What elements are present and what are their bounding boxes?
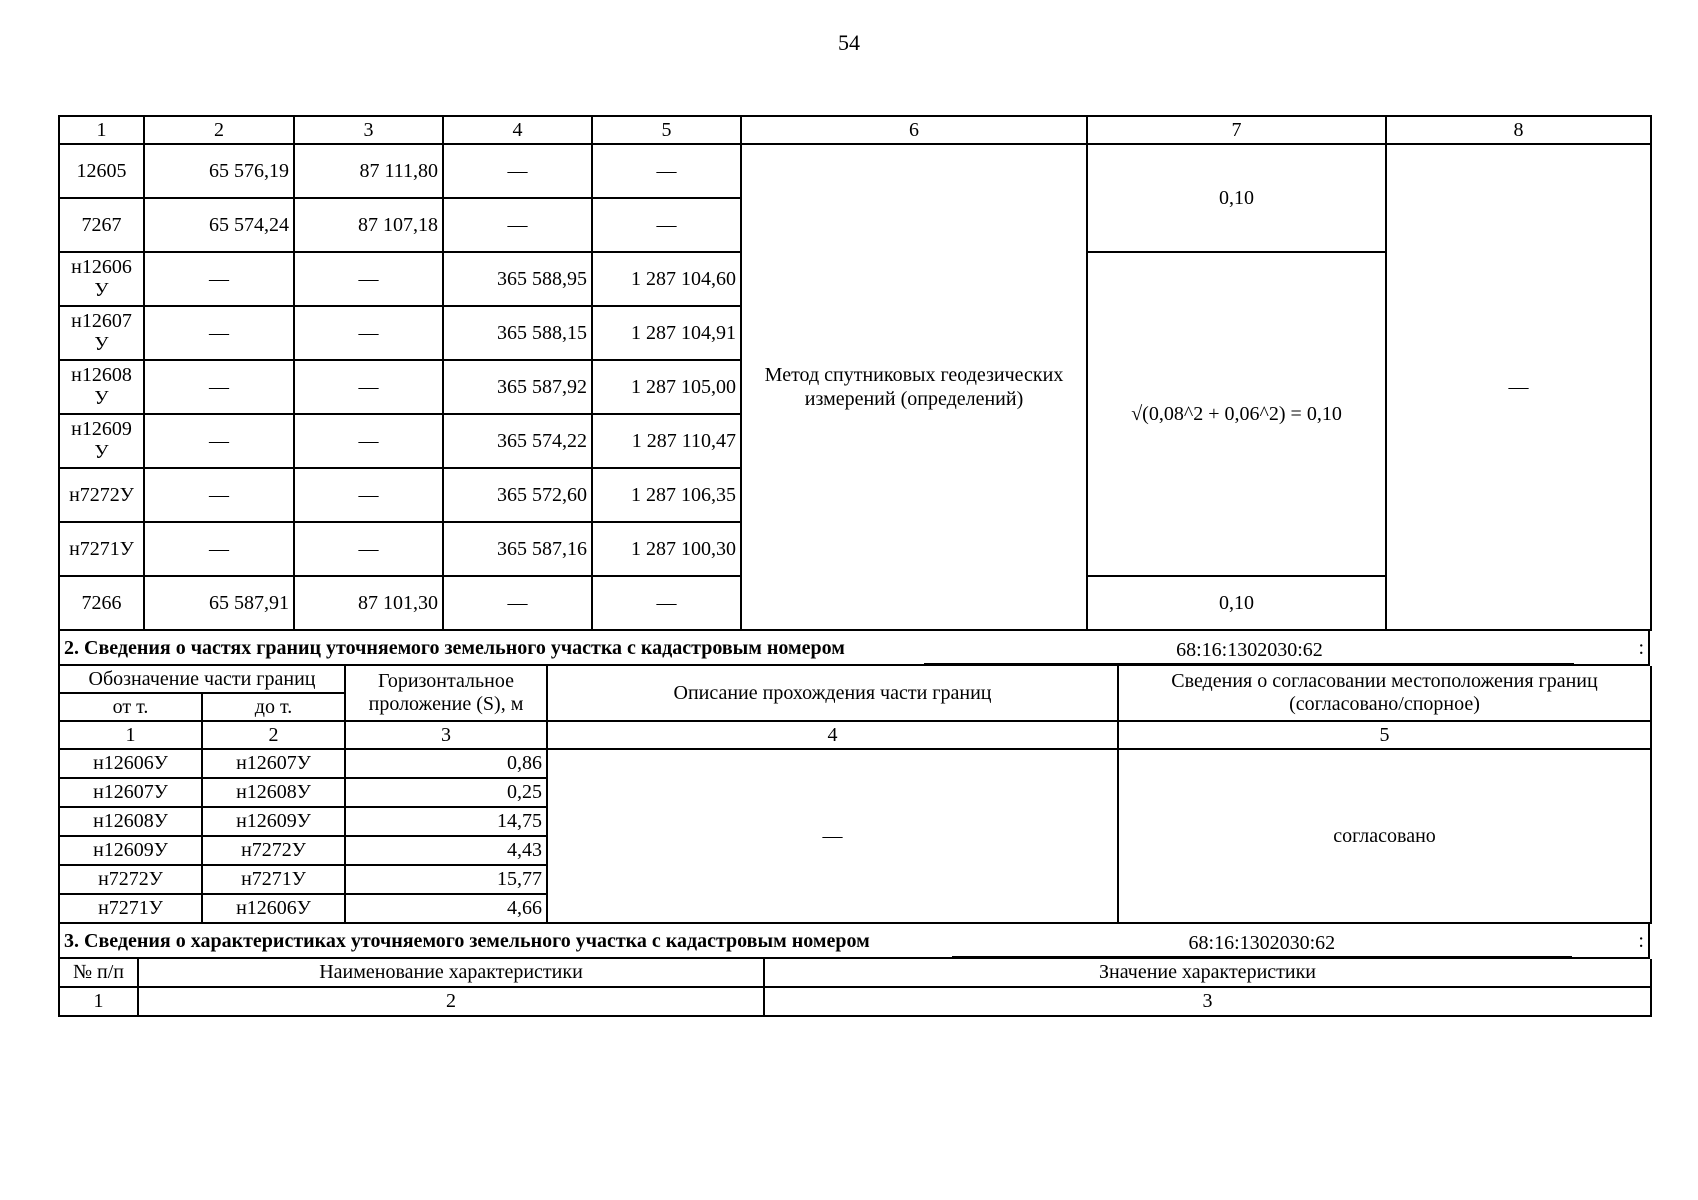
- method-cell: Метод спутниковых геодезических измерений (определений): [741, 144, 1087, 630]
- x-old: 65 574,24: [144, 198, 294, 252]
- agreement-header: Сведения о согласовании местоположения границ (согласовано/спорное): [1118, 666, 1651, 721]
- y-new: 1 287 104,91: [592, 306, 741, 360]
- x-new: —: [443, 576, 592, 630]
- from-header: от т.: [59, 693, 202, 721]
- col-header: 3: [294, 116, 443, 144]
- section2-heading: [58, 631, 1650, 666]
- table-row: [59, 144, 1651, 198]
- column-number-row: [59, 721, 1651, 749]
- to-point: н7271У: [202, 865, 345, 894]
- y-old: —: [294, 414, 443, 468]
- from-point: н12608У: [59, 807, 202, 836]
- coordinates-table: [58, 115, 1652, 631]
- section3-colon: :: [1638, 929, 1644, 952]
- y-new: 1 287 100,30: [592, 522, 741, 576]
- length-value: 4,43: [345, 836, 547, 865]
- point-id: 7266: [59, 576, 144, 630]
- x-new: 365 588,95: [443, 252, 592, 306]
- length-value: 14,75: [345, 807, 547, 836]
- col-number: 3: [764, 987, 1651, 1016]
- to-header: до т.: [202, 693, 345, 721]
- from-point: н12609У: [59, 836, 202, 865]
- page-number: 54: [838, 30, 860, 55]
- col8-value: —: [1386, 144, 1651, 630]
- accuracy-top: 0,10: [1087, 144, 1386, 252]
- to-point: н12609У: [202, 807, 345, 836]
- num-header: № п/п: [59, 959, 138, 987]
- document-body: [58, 115, 1650, 1017]
- column-number-row: [59, 987, 1651, 1016]
- y-old: —: [294, 360, 443, 414]
- section2-cadastral-number: 68:16:1302030:62: [924, 639, 1574, 664]
- x-new: —: [443, 198, 592, 252]
- x-old: —: [144, 360, 294, 414]
- x-old: —: [144, 306, 294, 360]
- point-id: 12605: [59, 144, 144, 198]
- col-header: 4: [443, 116, 592, 144]
- from-point: н12606У: [59, 749, 202, 778]
- y-old: 87 101,30: [294, 576, 443, 630]
- col-header: 6: [741, 116, 1087, 144]
- x-old: 65 576,19: [144, 144, 294, 198]
- section2-title: 2. Сведения о частях границ уточняемого земельного участка с кадастровым номером: [64, 636, 845, 659]
- x-new: —: [443, 144, 592, 198]
- y-old: —: [294, 522, 443, 576]
- point-id: н12608 У: [59, 360, 144, 414]
- y-new: 1 287 106,35: [592, 468, 741, 522]
- to-point: н7272У: [202, 836, 345, 865]
- y-old: —: [294, 306, 443, 360]
- col-header: 8: [1386, 116, 1651, 144]
- value-header: Значение характеристики: [764, 959, 1651, 987]
- length-header: Горизонтальное проложение (S), м: [345, 666, 547, 721]
- point-id: н12609 У: [59, 414, 144, 468]
- x-old: —: [144, 414, 294, 468]
- point-id: н12606 У: [59, 252, 144, 306]
- description-header: Описание прохождения части границ: [547, 666, 1118, 721]
- accuracy-formula: √(0,08^2 + 0,06^2) = 0,10: [1087, 252, 1386, 576]
- section3-cadastral-number: 68:16:1302030:62: [952, 932, 1572, 957]
- col-number: 5: [1118, 721, 1651, 749]
- x-new: 365 587,16: [443, 522, 592, 576]
- boundary-parts-table: [58, 666, 1652, 924]
- agreement-value: согласовано: [1118, 749, 1651, 923]
- point-id: н12607 У: [59, 306, 144, 360]
- col-number: 1: [59, 721, 202, 749]
- section3-title: 3. Сведения о характеристиках уточняемого земельного участка с кадастровым номером: [64, 929, 870, 952]
- point-id: н7272У: [59, 468, 144, 522]
- length-value: 0,25: [345, 778, 547, 807]
- col-number: 4: [547, 721, 1118, 749]
- header-row: [59, 959, 1651, 987]
- y-old: 87 111,80: [294, 144, 443, 198]
- x-new: 365 572,60: [443, 468, 592, 522]
- y-old: 87 107,18: [294, 198, 443, 252]
- y-new: —: [592, 144, 741, 198]
- designation-header: Обозначение части границ: [59, 666, 345, 693]
- length-value: 0,86: [345, 749, 547, 778]
- col-header: 5: [592, 116, 741, 144]
- point-id: 7267: [59, 198, 144, 252]
- column-number-row: [59, 116, 1651, 144]
- length-value: 15,77: [345, 865, 547, 894]
- x-new: 365 587,92: [443, 360, 592, 414]
- from-point: н12607У: [59, 778, 202, 807]
- col-header: 7: [1087, 116, 1386, 144]
- length-value: 4,66: [345, 894, 547, 923]
- to-point: н12607У: [202, 749, 345, 778]
- y-old: —: [294, 252, 443, 306]
- y-new: 1 287 110,47: [592, 414, 741, 468]
- col-header: 1: [59, 116, 144, 144]
- name-header: Наименование характеристики: [138, 959, 764, 987]
- y-new: 1 287 104,60: [592, 252, 741, 306]
- to-point: н12606У: [202, 894, 345, 923]
- section3-heading: [58, 924, 1650, 959]
- x-old: —: [144, 468, 294, 522]
- section2-colon: :: [1638, 636, 1644, 659]
- description-value: —: [547, 749, 1118, 923]
- characteristics-table: [58, 959, 1652, 1017]
- col-number: 2: [138, 987, 764, 1016]
- from-point: н7271У: [59, 894, 202, 923]
- y-new: 1 287 105,00: [592, 360, 741, 414]
- accuracy-bottom: 0,10: [1087, 576, 1386, 630]
- col-number: 1: [59, 987, 138, 1016]
- x-old: —: [144, 252, 294, 306]
- x-new: 365 588,15: [443, 306, 592, 360]
- to-point: н12608У: [202, 778, 345, 807]
- col-header: 2: [144, 116, 294, 144]
- y-new: —: [592, 198, 741, 252]
- from-point: н7272У: [59, 865, 202, 894]
- point-id: н7271У: [59, 522, 144, 576]
- header-row: [59, 666, 1651, 693]
- y-old: —: [294, 468, 443, 522]
- y-new: —: [592, 576, 741, 630]
- col-number: 3: [345, 721, 547, 749]
- x-old: —: [144, 522, 294, 576]
- table-row: [59, 749, 1651, 778]
- col-number: 2: [202, 721, 345, 749]
- x-new: 365 574,22: [443, 414, 592, 468]
- x-old: 65 587,91: [144, 576, 294, 630]
